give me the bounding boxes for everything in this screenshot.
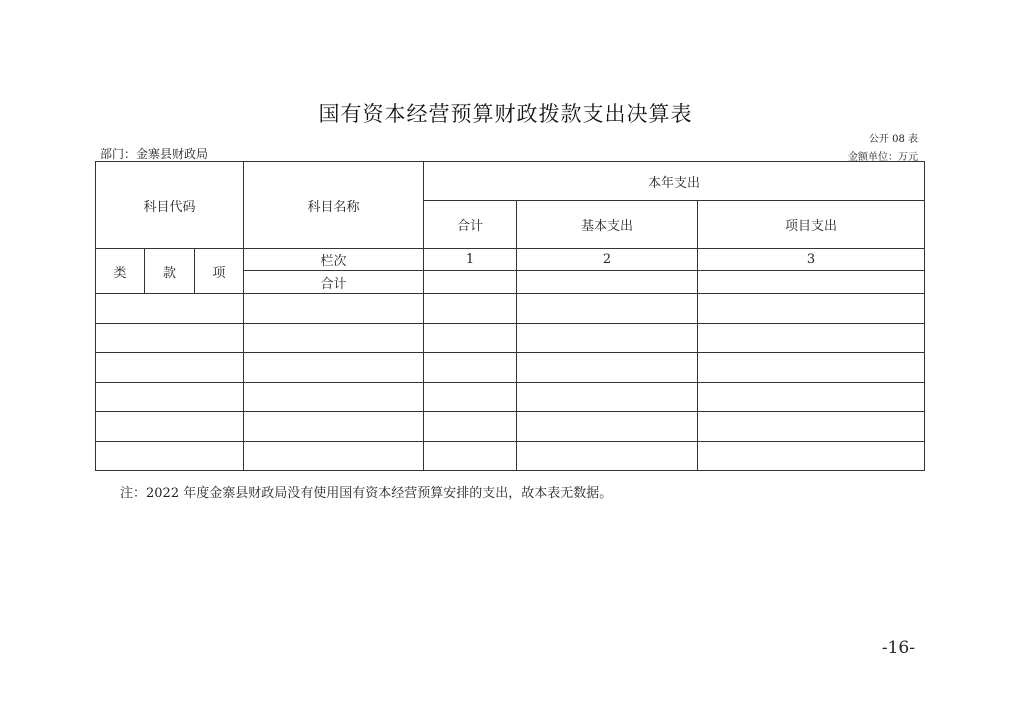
column-index-1: 1 [424, 249, 517, 271]
department-label: 部门：金寨县财政局 [100, 147, 209, 161]
row-code-cell [96, 294, 244, 324]
table-row [96, 383, 925, 412]
column-index-3: 3 [698, 249, 925, 271]
row-total-cell [424, 324, 517, 353]
row-project-cell [698, 412, 925, 442]
table-row [96, 353, 925, 383]
header-subject-code: 科目代码 [96, 162, 244, 249]
row-name-cell [244, 383, 424, 412]
row-code-cell [96, 324, 244, 353]
total-row-label: 合计 [244, 271, 424, 294]
row-project-cell [698, 353, 925, 383]
row-name-cell [244, 324, 424, 353]
header-project-expenditure: 项目支出 [698, 201, 925, 249]
row-code-cell [96, 383, 244, 412]
row-project-cell [698, 383, 925, 412]
row-name-cell [244, 294, 424, 324]
footnote: 注：2022 年度金寨县财政局没有使用国有资本经营预算安排的支出，故本表无数据。 [120, 486, 613, 501]
table-row [96, 412, 925, 442]
header-category: 类 [96, 249, 145, 294]
row-project-cell [698, 324, 925, 353]
row-total-cell [424, 383, 517, 412]
table-row [96, 324, 925, 353]
table-row [96, 294, 925, 324]
row-name-cell [244, 412, 424, 442]
header-item: 项 [195, 249, 244, 294]
row-basic-cell [517, 324, 698, 353]
row-basic-cell [517, 353, 698, 383]
row-name-cell [244, 442, 424, 471]
header-section: 款 [145, 249, 195, 294]
header-basic-expenditure: 基本支出 [517, 201, 698, 249]
header-current-year-expenditure: 本年支出 [424, 162, 925, 201]
page-number: -16- [881, 638, 915, 658]
form-code: 公开 08 表 [868, 134, 918, 145]
row-total-cell [424, 412, 517, 442]
row-name-cell [244, 353, 424, 383]
column-index-2: 2 [517, 249, 698, 271]
row-code-cell [96, 412, 244, 442]
row-basic-cell [517, 412, 698, 442]
row-code-cell [96, 353, 244, 383]
row-total-cell [424, 442, 517, 471]
total-row-total [424, 271, 517, 294]
column-index-label: 栏次 [244, 249, 424, 271]
row-project-cell [698, 294, 925, 324]
row-total-cell [424, 294, 517, 324]
page-title: 国有资本经营预算财政拨款支出决算表 [318, 102, 693, 126]
row-total-cell [424, 353, 517, 383]
row-code-cell [96, 442, 244, 471]
header-subject-name: 科目名称 [244, 162, 424, 249]
row-basic-cell [517, 294, 698, 324]
row-basic-cell [517, 442, 698, 471]
row-basic-cell [517, 383, 698, 412]
total-row-project [698, 271, 925, 294]
total-row-basic [517, 271, 698, 294]
row-project-cell [698, 442, 925, 471]
table-row [96, 442, 925, 471]
header-total: 合计 [424, 201, 517, 249]
amount-unit-label: 金额单位：万元 [848, 152, 918, 163]
expenditure-table [95, 161, 925, 471]
